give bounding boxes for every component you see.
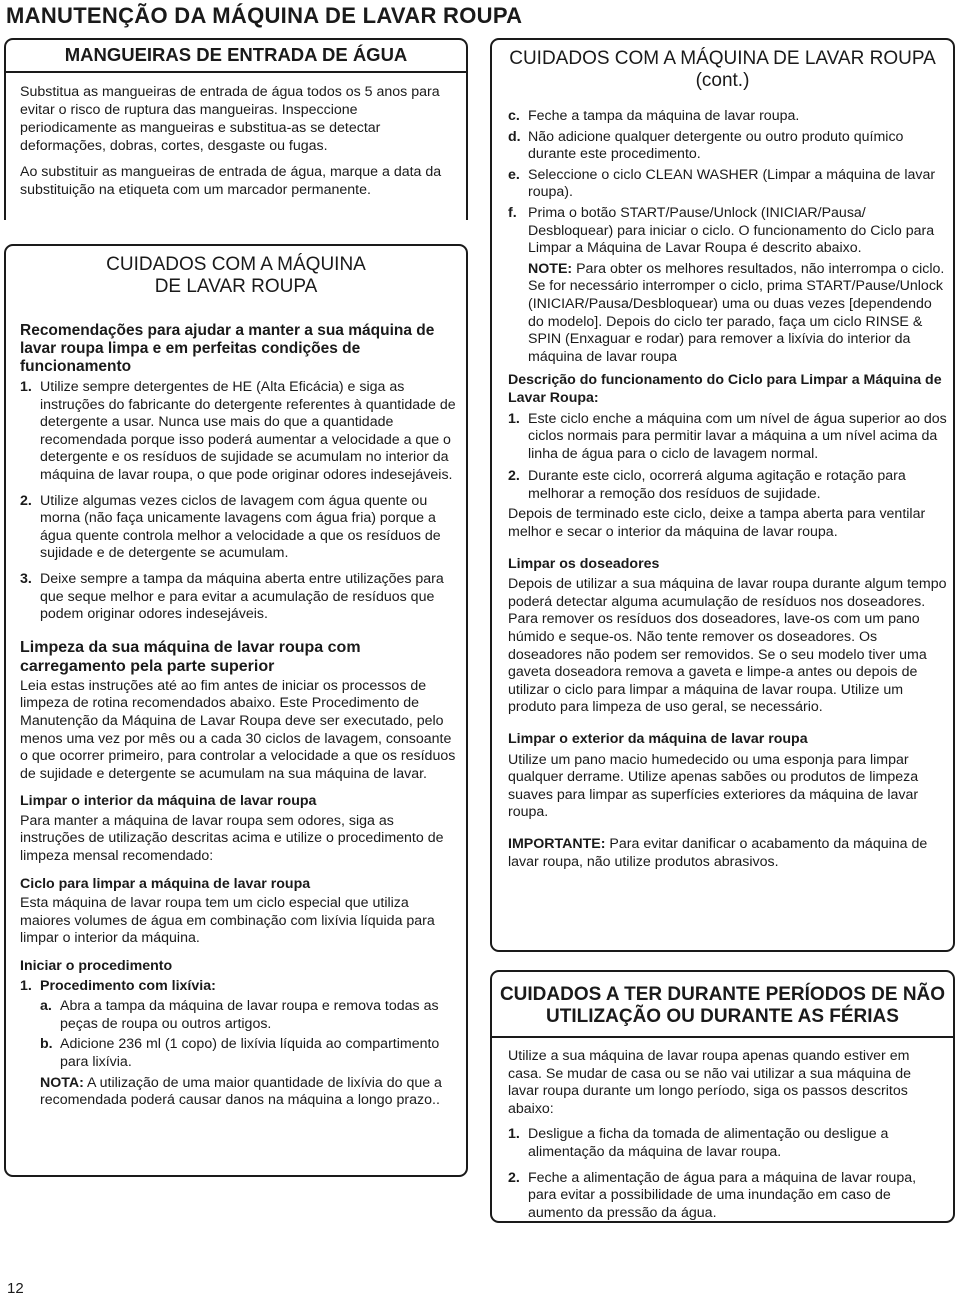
interior-heading: Limpar o interior da máquina de lavar roupa [20,793,317,810]
list-item-number: 1. [20,379,32,395]
note-paragraph [508,261,948,367]
step-letter: e. [508,166,520,183]
exterior-heading: Limpar o exterior da máquina de lavar roupa [508,731,808,747]
nota-text: A utilização de uma maior quantidade de lixívia do que a recomendada poderá causar danos na máquina a longo prazo.. [40,1074,442,1109]
step-letter: a. [40,998,52,1015]
step-text: Prima o botão START/Pause/Unlock (INICIAR/Pausa/ Desbloquear) para iniciar o ciclo. O funcionamento do Ciclo para Limpar a Máquina de Lavar Roupa é descrito abaixo. [528,204,935,257]
list-item [508,1126,943,1161]
dispensers-text: Depois de utilizar a sua máquina de lavar roupa durante algum tempo poderá detectar alguma acumulação de resíduos nos doseadores. Para remover os resíduos dos doseadores, lave-os com um pano húmido e seque-os. Não tente remover os doseadores. Os doseadores não podem ser removidos. Se o seu modelo tiver uma gaveta doseadora remova a gaveta e limpe-a antes ou depois de utilizar o ciclo para limpar a máquina de lavar roupa. Utilize um produto para limpeza de uso geral, se necessário. [508,576,947,716]
nota-label: NOTA: [40,1074,84,1091]
step-letter: d. [508,128,521,145]
list-item-number: 2. [20,492,32,509]
list-item [508,1170,943,1223]
hoses-paragraph-1: Substitua as mangueiras de entrada de água todos os 5 anos para evitar o risco de ruptura das mangueiras. Inspeccione periodicamente as mangueiras e substitua-as se detectar deformações, dobras, cortes, desgaste ou fugas. [20,84,440,155]
list-item [20,379,458,485]
start-heading: Iniciar o procedimento [20,958,173,975]
list-item-number: 3. [20,570,32,587]
step-text: Adicione 236 ml (1 copo) de lixívia líquida ao compartimento para lixívia. [60,1036,440,1070]
recommend-heading: Recomendações para ajudar a manter a sua máquina de lavar roupa limpa e em perfeitas condições de funcionamento [20,322,435,375]
care-cont-content [508,108,948,871]
step-item [508,108,948,126]
procedure-item [20,978,458,996]
hoses-heading: MANGUEIRAS DE ENTRADA DE ÁGUA [6,40,466,73]
page-title: MANUTENÇÃO DA MÁQUINA DE LAVAR ROUPA [6,3,523,28]
dispensers-heading: Limpar os doseadores [508,555,660,572]
step-text: Seleccione o ciclo CLEAN WASHER (Limpar a máquina de lavar roupa). [528,166,936,201]
note-text: Para obter os melhores resultados, não interrompa o ciclo. Se for necessário interromper o ciclo, prima START/Pause/Unlock (INICIAR/Pausa/Desbloquear) uma ou duas vezes [dependendo do modelo]. Depois do ciclo ter parado, faça um ciclo RINSE & SPIN (Enxaguar e rodar) para remover a lixívia do interior da máquina de lavar roupa [528,260,945,365]
exterior-text: Utilize um pano macio humedecido ou uma esponja para limpar qualquer derrame. Utilize apenas sabões ou produtos de limpeza suaves para limpar as superfícies exteriores da máquina de lavar roupa. [508,751,919,821]
list-item-text: Este ciclo enche a máquina com um nível de água superior ao dos ciclos normais para permitir lavar a máquina a um nível acima da linha de água para o ciclo de lavagem normal. [528,410,947,462]
list-item-text: Deixe sempre a tampa da máquina aberta entre utilizações para que seque melhor e para evitar a acumulação de resíduos que podem originar odores indesejáveis. [40,570,444,623]
step-text: Não adicione qualquer detergente ou outro produto químico durante este procedimento. [528,128,904,163]
step-item [20,1036,458,1071]
list-item-text: Desligue a ficha da tomada de alimentação ou desligue a alimentação da máquina de lavar roupa. [528,1126,889,1160]
list-item-text: Utilize algumas vezes ciclos de lavagem com água quente ou morna (não faça unicamente lavagens com água fria) porque a água quente controla melhor a velocidade a que os resíduos de sujidade e de detergente se acumulam. [40,492,441,562]
hoses-body [6,73,466,199]
step-letter: f. [508,204,517,221]
list-item-text: Utilize sempre detergentes de HE (Alta Eficácia) e siga as instruções do fabricante do detergente referentes à quantidade de detergente a usar. Nunca use mais do que a quantidade recomendada porque isso poderá aumentar a velocidade a que o detergente e os resíduos de sujidade se acumulam no interior da máquina de lavar roupa, o que pode originar odores indesejáveis. [40,379,456,483]
step-item [508,205,948,258]
step-item [508,167,948,202]
care-cont-heading: CUIDADOS COM A MÁQUINA DE LAVAR ROUPA (cont.) [509,48,936,91]
list-item [508,468,948,503]
hoses-box [4,38,468,220]
vacation-intro: Utilize a sua máquina de lavar roupa apenas quando estiver em casa. Se mudar de casa ou se não vai utilizar a sua máquina de lavar roupa durante um longo período, siga os passos descritos abaixo: [508,1048,912,1117]
page-number: 12 [7,1280,24,1297]
list-item-text: Durante este ciclo, ocorrerá alguma agitação e rotação para melhorar a remoção dos resíduos de sujidade. [528,468,906,502]
vacation-box [490,970,955,1223]
vacation-heading: CUIDADOS A TER DURANTE PERÍODOS DE NÃO UTILIZAÇÃO OU DURANTE AS FÉRIAS [492,972,953,1038]
list-item [20,493,458,563]
list-item-number: 1. [508,410,520,427]
care-content [20,322,458,1110]
important-text: Para evitar danificar o acabamento da máquina de lavar roupa, não utilize produtos abrasivos. [508,835,928,870]
step-text: Feche a tampa da máquina de lavar roupa. [528,108,800,124]
care-heading-line-1: CUIDADOS COM A MÁQUINA [106,254,366,275]
step-text: Abra a tampa da máquina de lavar roupa e remova todas as peças de roupa ou outros artigos. [60,998,439,1032]
important-label: IMPORTANTE: [508,835,606,852]
step-letter: c. [508,108,520,124]
interior-text: Para manter a máquina de lavar roupa sem odores, siga as instruções de utilização descritas acima e utilize o procedimento de limpeza mensal recomendado: [20,812,444,865]
care-heading [6,246,466,298]
important-paragraph [508,836,948,871]
list-item-number: 2. [508,468,520,485]
cleaning-text: Leia estas instruções até ao fim antes de iniciar os processos de limpeza de rotina recomendados abaixo. Este Procedimento de Manutenção da Máquina de Lavar Roupa deve ser executado, pelo menos uma vez por mês ou a cada 30 ciclos de lavagem, consoante o que ocorrer primeiro, para controlar a velocidade a que os resíduos de sujidade e detergente se acumulam na sua máquina de lavar. [20,677,456,782]
procedure-label: Procedimento com lixívia: [40,977,216,994]
after-text: Depois de terminado este ciclo, deixe a tampa aberta para ventilar melhor e secar o interior da máquina de lavar roupa. [508,506,926,541]
vacation-body [492,1038,953,1222]
step-item [20,998,458,1033]
list-item [20,571,458,624]
list-item [508,411,948,464]
recommend-list [20,379,458,624]
cycle-text: Esta máquina de lavar roupa tem um ciclo especial que utiliza maiores volumes de água em combinação com lixívia líquida para limpar o interior da máquina. [20,895,435,947]
step-letter: b. [40,1036,53,1053]
cleaning-heading: Limpeza da sua máquina de lavar roupa com carregamento pela parte superior [20,638,361,675]
list-item-number: 1. [508,1126,520,1143]
list-item-text: Feche a alimentação de água para a máquina de lavar roupa, para evitar a possibilidade de uma inundação em caso de aumento da pressão da água. [528,1169,917,1221]
note-label: NOTE: [528,260,573,277]
desc-heading: Descrição do funcionamento do Ciclo para Limpar a Máquina de Lavar Roupa: [508,372,942,406]
nota-paragraph [20,1075,458,1110]
step-item [508,129,948,164]
hoses-paragraph-2: Ao substituir as mangueiras de entrada de água, marque a data da substituição na etiqueta com um marcador permanente. [20,164,442,199]
procedure-number: 1. [20,977,32,994]
cycle-heading: Ciclo para limpar a máquina de lavar roupa [20,875,311,892]
care-heading-line-2: DE LAVAR ROUPA [154,276,318,297]
list-item-number: 2. [508,1169,520,1186]
